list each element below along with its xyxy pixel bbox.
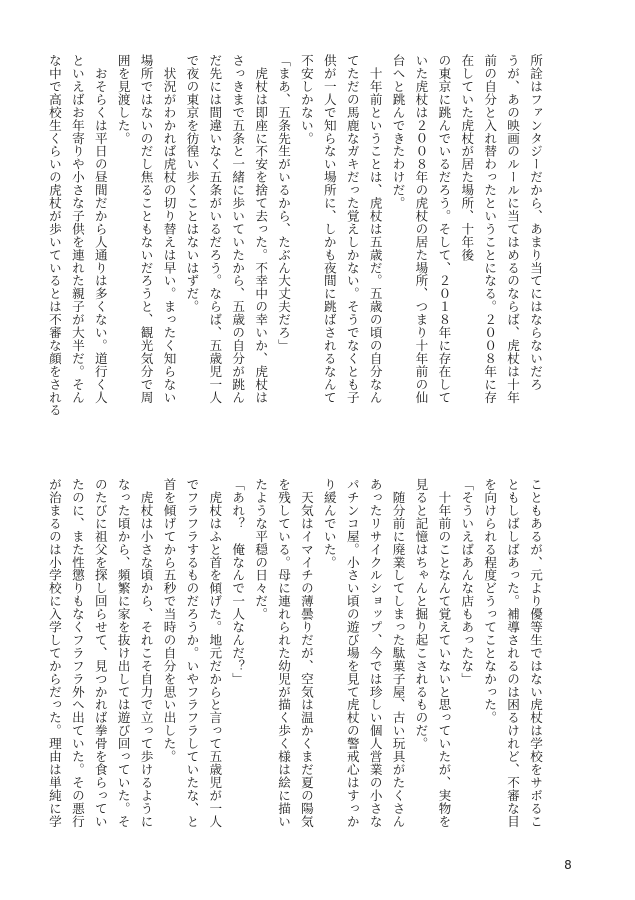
text-line: 場所ではないのだし焦ることもないだろうと、観光気分で周: [138, 54, 154, 404]
text-line: 所詮はファンタジーだから、あまり当てにはならないだろ: [528, 54, 543, 391]
text-line: 天気はイマイチの薄曇りだが、空気は温かくまだ夏の陽気: [298, 478, 314, 828]
text-line: 台へと跳んできたわけだ。: [390, 54, 406, 210]
text-line: を残している。母に連れられた幼児が描く歩く様は絵に描い: [276, 478, 292, 828]
text-line: ともしばしばあった。補導されるのは困るけれど、不審な目: [505, 478, 521, 828]
text-line: うが、あの映画のルールに当てはめるのならば、虎杖は十年: [505, 54, 521, 404]
text-line: たのに、また性懲りもなくフラフラ外へ出ていた。その悪行: [69, 478, 85, 828]
text-line: 「そういえばあんな店もあったな」: [459, 478, 475, 686]
lower-text-block: [46, 478, 546, 844]
text-line: 在していた虎杖が居た場所、十年後: [459, 54, 475, 262]
text-line: 十年前のことなんて覚えていないと思っていたが、実物を: [436, 478, 452, 828]
text-line: が治まるのは小学校に入学してからだった。理由は単純に学: [46, 478, 62, 828]
text-line: おそらくは平日の昼間だから人通りは多くない。道行く人: [92, 54, 108, 404]
text-line: たような平穏の日々だ。: [253, 478, 269, 621]
text-line: こともあるが、元より優等生ではない虎杖は学校をサボるこ: [528, 478, 543, 828]
text-line: の東京に跳んでいるだろう。そして、２０１８年に存在して: [436, 54, 452, 404]
text-line: いた虎杖は２００８年の虎杖の居た場所、つまり十年前の仙: [413, 54, 429, 404]
text-line: 不安しかない。: [298, 54, 314, 145]
text-line: 首を傾げてから五秒で当時の自分を思い出した。: [161, 478, 177, 763]
text-line: パチンコ屋。小さい頃の遊び場を見て虎杖の警戒心はすっか: [344, 478, 360, 828]
text-line: で夜の東京を彷徨い歩くことはないはずだ。: [184, 54, 200, 313]
text-line: さっきまで五条と一緒に歩いていたから、五歳の自分が跳ん: [230, 54, 246, 404]
text-line: 供が一人で知らない場所に、しかも夜間に跳ばされるなんて: [321, 54, 337, 404]
text-line: な中で高校生くらいの虎杖が歩いているとは不審な顔をされる: [46, 54, 62, 417]
text-line: 十年前ということは、虎杖は五歳だ。五歳の頃の自分なん: [367, 54, 383, 404]
text-line: てただの馬鹿なガキだった覚えしかない。そうでなくとも子: [344, 54, 360, 404]
text-line: 虎杖は小さな頃から、それこそ自力で立って歩けるように: [138, 478, 154, 828]
text-line: といえばお年寄りや小さな子供を連れた親子が大半だ。そん: [69, 54, 85, 404]
text-line: あったリサイクルショップ、今では珍しい個人営業の小さな: [367, 478, 383, 828]
text-line: 「あれ？ 俺なんで一人なんだ？」: [230, 478, 246, 686]
text-line: 虎杖は即座に不安を捨て去った。不幸中の幸いか、虎杖は: [253, 54, 269, 404]
text-line: り緩んでいた。: [321, 478, 337, 569]
text-line: 状況がわかれば虎杖の切り替えは早い。まったく知らない: [161, 54, 177, 404]
text-line: を向けられる程度どうってことなかった。: [482, 478, 498, 725]
text-line: 虎杖はふと首を傾げた。地元だからと言って五歳児が一人: [207, 478, 223, 828]
text-line: 「まあ、五条先生がいるから、たぶん大丈夫だろ」: [276, 54, 292, 352]
text-line: でフラフラするものだろうか。いやフラフラしていたな、と: [184, 478, 200, 828]
text-line: なった頃から、頻繁に家を抜け出しては遊び回っていた。そ: [115, 478, 131, 828]
text-line: 囲を見渡した。: [115, 54, 131, 145]
upper-text-block: [46, 54, 546, 438]
text-line: 見ると記憶はちゃんと掘り起こされるものだ。: [413, 478, 429, 750]
page-number: 8: [564, 858, 572, 872]
text-line: のたびに祖父を探し回らせて、見つかれば拳骨を食らってい: [92, 478, 108, 828]
text-line: 前の自分と入れ替わったということになる。２００８年に存: [482, 54, 498, 404]
text-line: 随分前に廃業してしまった駄菓子屋、古い玩具がたくさん: [390, 478, 406, 828]
text-line: だ先には間違いなく五条がいるだろう。ならば、五歳児一人: [207, 54, 223, 404]
